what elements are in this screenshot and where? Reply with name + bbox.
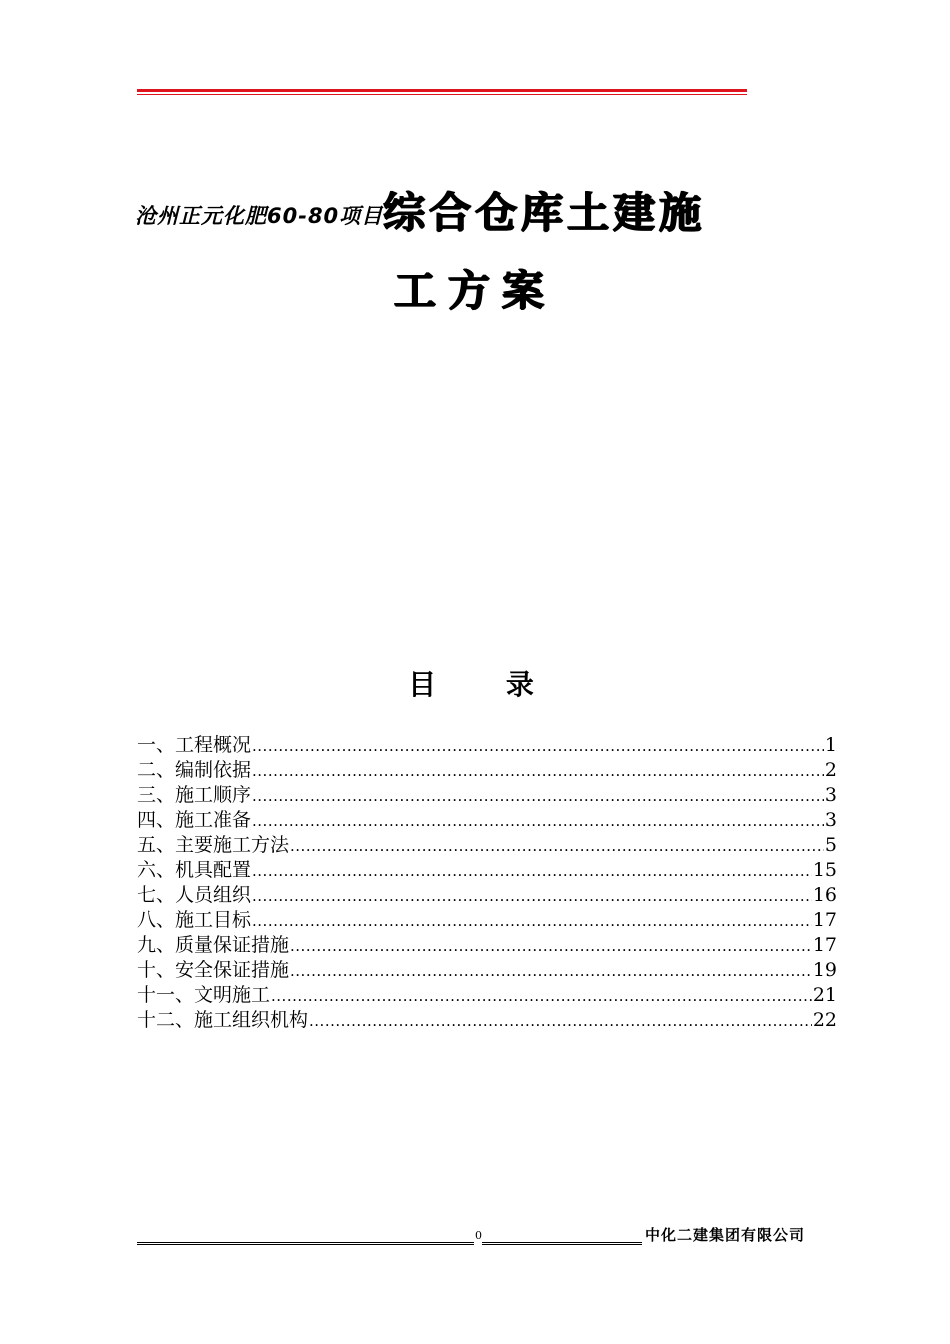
toc-entry[interactable]: [137, 733, 837, 758]
toc-entry-page: 16: [812, 884, 837, 906]
toc-entry[interactable]: [137, 933, 837, 958]
toc-leader-dots: [290, 934, 812, 959]
toc-entry-label: 一、工程概况: [137, 734, 252, 756]
toc-leader-dots: [290, 959, 812, 984]
page-footer: [137, 1224, 817, 1246]
toc-leader-dots: [252, 784, 824, 809]
toc-entry-page: 5: [824, 834, 837, 856]
document-title-line2: 工方案: [393, 266, 556, 315]
header-rule-thick: [137, 89, 747, 92]
footer-page-number: 0: [475, 1229, 482, 1242]
title-main: 综合仓库土建施: [383, 188, 706, 237]
toc-entry-page: 22: [812, 1009, 837, 1031]
toc-entry-label: 九、质量保证措施: [137, 934, 290, 956]
toc-entry-label: 六、机具配置: [137, 859, 252, 881]
toc-entry-page: 17: [812, 934, 837, 956]
toc-leader-dots: [271, 984, 812, 1009]
toc-entry[interactable]: [137, 983, 837, 1008]
toc-leader-dots: [252, 809, 824, 834]
toc-leader-dots: [252, 884, 812, 909]
toc-entry[interactable]: [137, 883, 837, 908]
toc-entry[interactable]: [137, 783, 837, 808]
toc-leader-dots: [252, 734, 824, 759]
document-title: [135, 180, 855, 240]
toc-entry-label: 三、施工顺序: [137, 784, 252, 806]
toc-entry-label: 四、施工准备: [137, 809, 252, 831]
toc-entry-page: 17: [812, 909, 837, 931]
toc-entry-label: 七、人员组织: [137, 884, 252, 906]
toc-entry[interactable]: [137, 833, 837, 858]
toc-entry-page: 2: [824, 759, 837, 781]
header-rule: [137, 89, 747, 97]
footer-company-name: 中化二建集团有限公司: [645, 1226, 806, 1244]
footer-rule-right: [482, 1242, 642, 1245]
toc-entry[interactable]: [137, 908, 837, 933]
toc-entry[interactable]: [137, 958, 837, 983]
toc-heading: 目 录: [408, 668, 564, 701]
toc-entry[interactable]: [137, 808, 837, 833]
header-rule-thin: [137, 94, 747, 95]
toc-entry-page: 15: [812, 859, 837, 881]
toc-entry-page: 1: [824, 734, 837, 756]
toc-entry-page: 3: [824, 809, 837, 831]
title-prefix: 沧州正元化肥60-80项目: [135, 204, 384, 228]
toc-entry-page: 3: [824, 784, 837, 806]
toc-leader-dots: [309, 1009, 812, 1034]
toc-entry[interactable]: [137, 858, 837, 883]
toc-entry[interactable]: [137, 1008, 837, 1033]
toc-leader-dots: [290, 834, 824, 859]
table-of-contents: [137, 733, 837, 1033]
toc-entry-label: 十二、施工组织机构: [137, 1009, 309, 1031]
toc-entry-label: 二、编制依据: [137, 759, 252, 781]
toc-entry-label: 八、施工目标: [137, 909, 252, 931]
toc-leader-dots: [252, 909, 812, 934]
toc-entry-page: 21: [812, 984, 837, 1006]
toc-entry-label: 十、安全保证措施: [137, 959, 290, 981]
footer-rule-left: [137, 1242, 474, 1245]
toc-entry-label: 十一、文明施工: [137, 984, 271, 1006]
toc-entry[interactable]: [137, 758, 837, 783]
toc-entry-label: 五、主要施工方法: [137, 834, 290, 856]
toc-entry-page: 19: [812, 959, 837, 981]
toc-leader-dots: [252, 759, 824, 784]
toc-leader-dots: [252, 859, 812, 884]
